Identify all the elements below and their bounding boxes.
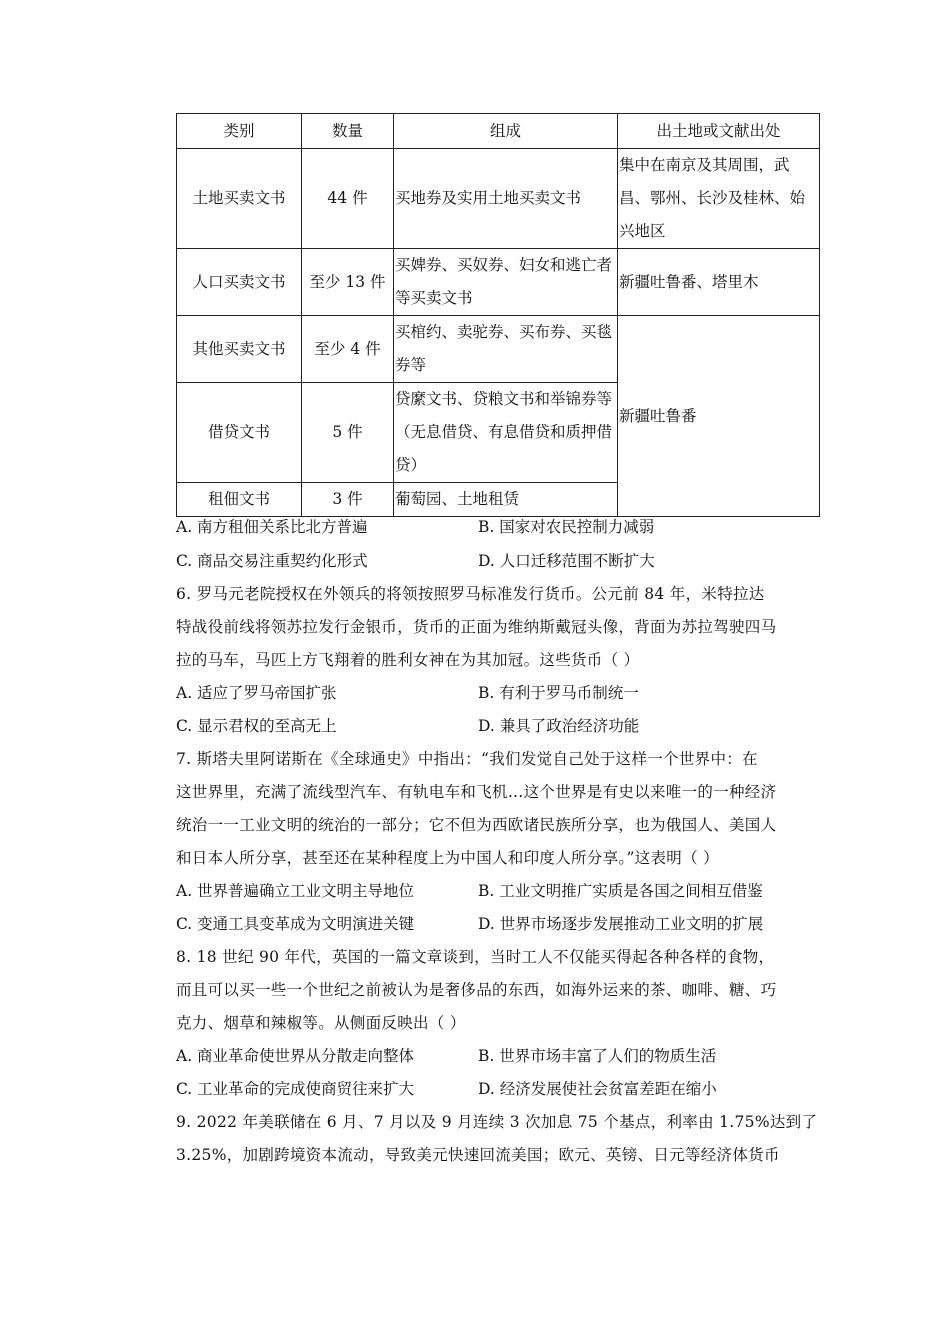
q7-option-b: B. 工业文明推广实质是各国之间相互借鉴: [478, 882, 763, 900]
q8-line-2: 而且可以买一些一个世纪之前被认为是奢侈品的东西，如海外运来的茶、咖啡、糖、巧: [176, 981, 777, 999]
q7-option-d: D. 世界市场逐步发展推动工业文明的扩展: [478, 915, 764, 933]
q6-line-2: 特战役前线将领苏拉发行金银币，货币的正面为维纳斯戴冠头像，背面为苏拉驾驶四马: [176, 618, 777, 636]
q5-option-d: D. 人口迁移范围不断扩大: [478, 552, 655, 570]
q5-option-b: B. 国家对农民控制力减弱: [478, 518, 655, 536]
cell-count: 44 件: [302, 149, 394, 249]
cell-composition: 葡萄园、土地租赁: [394, 483, 618, 517]
q8-line-3: 克力、烟草和辣椒等。从侧面反映出（ ）: [176, 1014, 466, 1032]
q9-line-1: 9. 2022 年美联储在 6 月、7 月以及 9 月连续 3 次加息 75 个基点，利率由 1.75%达到了: [176, 1113, 818, 1131]
table-row: [177, 149, 820, 249]
contracts-table: [176, 113, 820, 517]
header-composition: 组成: [394, 114, 618, 149]
q6-option-b: B. 有利于罗马币制统一: [478, 684, 639, 702]
q7-line-1: 7. 斯塔夫里阿诺斯在《全球通史》中指出：“我们发觉自己处于这样一个世界中：在: [176, 750, 758, 768]
table-header-row: [177, 114, 820, 149]
header-count: 数量: [302, 114, 394, 149]
q6-option-d: D. 兼具了政治经济功能: [478, 717, 640, 735]
cell-composition: 买婢券、买奴券、妇女和逃亡者等买卖文书: [394, 249, 618, 316]
q6-option-a: A. 适应了罗马帝国扩张: [176, 684, 337, 702]
q7-line-4: 和日本人所分享，甚至还在某种程度上为中国人和印度人所分享。”这表明（ ）: [176, 849, 719, 867]
q5-option-c: C. 商品交易注重契约化形式: [176, 552, 368, 570]
q6-line-3: 拉的马车，马匹上方飞翔着的胜利女神在为其加冠。这些货币（ ）: [176, 651, 640, 669]
cell-composition: 贷縻文书、贷粮文书和举锦券等（无息借贷、有息借贷和质押借贷）: [394, 383, 618, 483]
cell-category: 租佃文书: [177, 483, 302, 517]
q6-option-c: C. 显示君权的至高无上: [176, 717, 337, 735]
q8-option-c: C. 工业革命的完成使商贸往来扩大: [176, 1080, 415, 1098]
q9-line-2: 3.25%，加剧跨境资本流动，导致美元快速回流美国；欧元、英镑、日元等经济体货币: [176, 1146, 780, 1164]
q8-option-d: D. 经济发展使社会贫富差距在缩小: [478, 1080, 717, 1098]
table-row: [177, 249, 820, 316]
q7-option-c: C. 变通工具变革成为文明演进关键: [176, 915, 415, 933]
cell-count: 至少 4 件: [302, 316, 394, 383]
cell-category: 人口买卖文书: [177, 249, 302, 316]
q5-option-a: A. 南方租佃关系比北方普遍: [176, 518, 368, 536]
q7-line-2: 这世界里，充满了流线型汽车、有轨电车和飞机…这个世界是有史以来唯一的一种经济: [176, 783, 777, 801]
cell-count: 至少 13 件: [302, 249, 394, 316]
cell-category: 其他买卖文书: [177, 316, 302, 383]
cell-source: 集中在南京及其周围，武昌、鄂州、长沙及桂林、始兴地区: [618, 149, 820, 249]
q8-line-1: 8. 18 世纪 90 年代，英国的一篇文章谈到，当时工人不仅能买得起各种各样的食物，: [176, 948, 775, 966]
q7-option-a: A. 世界普遍确立工业文明主导地位: [176, 882, 415, 900]
cell-category: 借贷文书: [177, 383, 302, 483]
header-source: 出土地或文献出处: [618, 114, 820, 149]
q8-option-a: A. 商业革命使世界从分散走向整体: [176, 1047, 415, 1065]
q7-line-3: 统治一一工业文明的统治的一部分；它不但为西欧诸民族所分享，也为俄国人、美国人: [176, 816, 777, 834]
cell-source: 新疆吐鲁番: [618, 316, 820, 517]
cell-count: 5 件: [302, 383, 394, 483]
cell-category: 土地买卖文书: [177, 149, 302, 249]
cell-source: 新疆吐鲁番、塔里木: [618, 249, 820, 316]
cell-composition: 买棺约、卖驼券、买布券、买毯券等: [394, 316, 618, 383]
q8-option-b: B. 世界市场丰富了人们的物质生活: [478, 1047, 717, 1065]
table-row: [177, 316, 820, 383]
cell-composition: 买地券及实用土地买卖文书: [394, 149, 618, 249]
cell-count: 3 件: [302, 483, 394, 517]
header-category: 类别: [177, 114, 302, 149]
q6-line-1: 6. 罗马元老院授权在外领兵的将领按照罗马标准发行货币。公元前 84 年，米特拉达: [176, 585, 765, 603]
